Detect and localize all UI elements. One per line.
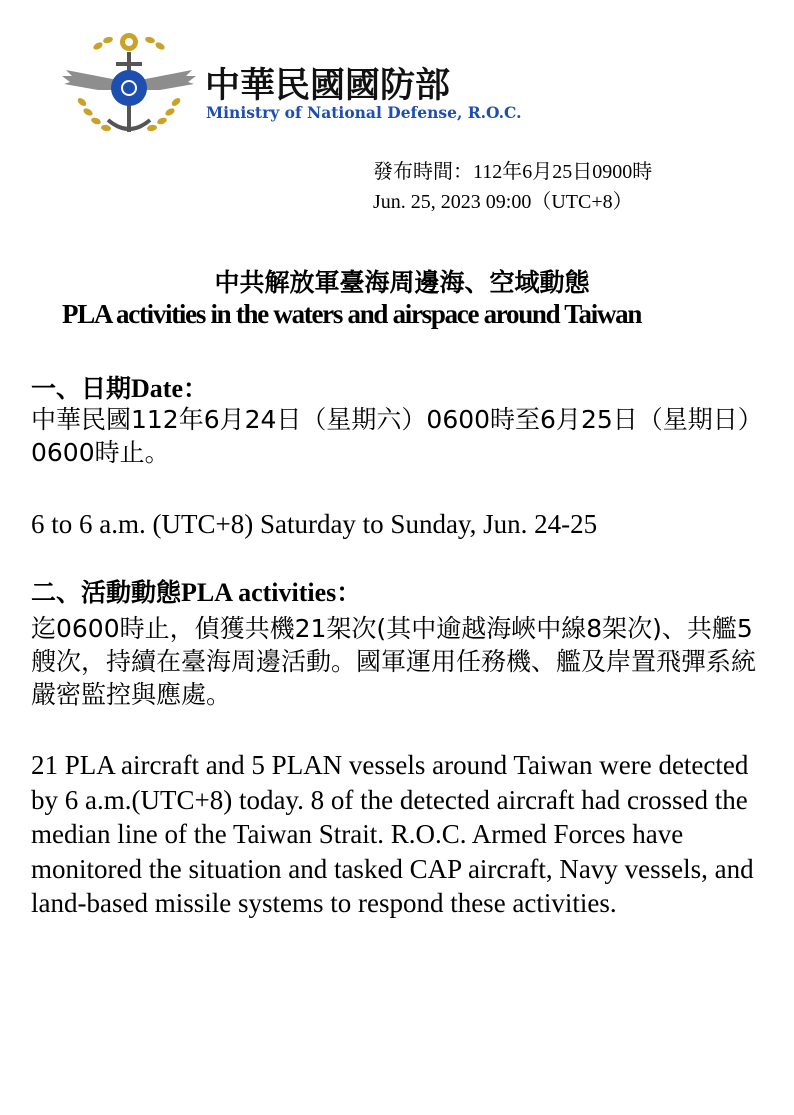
section-activities-heading: [31, 573, 361, 609]
section-date-body-en: 6 to 6 a.m. (UTC+8) Saturday to Sunday, Jun. 24-25: [31, 509, 598, 539]
org-name-en: Ministry of National Defense, R.O.C.: [206, 103, 522, 122]
section-activities-heading-colon: ：: [336, 578, 362, 607]
section-activities-heading-en: PLA activities: [181, 578, 337, 607]
org-name-zh: 中華民國國防部: [205, 66, 451, 106]
section-date-heading-zh: 一、日期: [31, 374, 132, 403]
document-title-en: PLA activities in the waters and airspace around Taiwan: [62, 299, 642, 329]
section-date-heading: [31, 369, 208, 405]
mnd-emblem-icon: [58, 30, 200, 140]
release-time: [373, 157, 652, 217]
section-date-body-zh: 中華民國112年6月24日（星期六）0600時至6月25日（星期日）0600時止。: [31, 405, 763, 467]
release-time-zh: 發布時間：112年6月25日0900時: [373, 161, 653, 183]
section-date-heading-colon: ：: [183, 374, 209, 403]
release-time-en: Jun. 25, 2023 09:00（UTC+8）: [373, 191, 633, 213]
section-activities-body-en: 21 PLA aircraft and 5 PLAN vessels around Taiwan were detected by 6 a.m.(UTC+8) today. 8 of the detected aircraft had crossed the median line of the Taiwan Strait. R.O.C. Armed Forces have monitored the situation and tasked CAP aircraft, Navy vessels, and land-based missile systems to respond these activities.: [31, 750, 754, 918]
section-activities-heading-zh: 二、活動動態: [31, 578, 182, 607]
section-activities-body-zh: 迄0600時止，偵獲共機21架次(其中逾越海峽中線8架次)、共艦5艘次，持續在臺海周邊活動。國軍運用任務機、艦及岸置飛彈系統嚴密監控與應處。: [31, 614, 757, 709]
section-date-heading-en: Date: [131, 374, 183, 403]
document-title-zh: 中共解放軍臺海周邊海、空域動態: [214, 268, 590, 297]
